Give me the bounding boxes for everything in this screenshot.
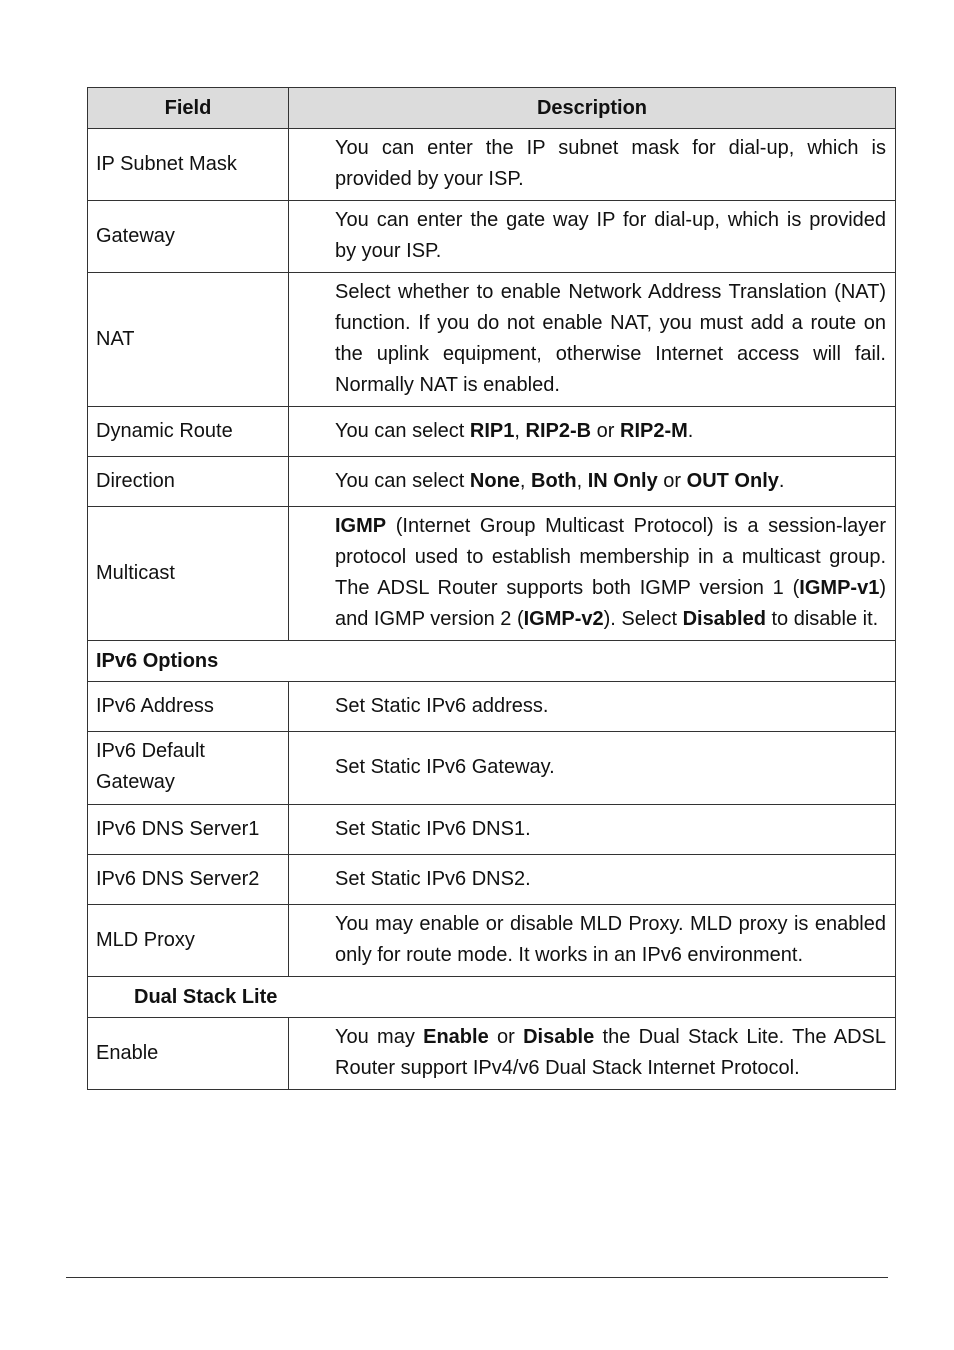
field-ipv6-default-gateway: IPv6 Default Gateway: [88, 732, 289, 805]
desc-enable: You may Enable or Disable the Dual Stack Lite. The ADSL Router support IPv4/v6 Dual Stack Internet Protocol.: [289, 1018, 896, 1090]
table-row: [88, 805, 896, 855]
desc-ipv6-address: Set Static IPv6 address.: [289, 682, 896, 732]
field-enable: Enable: [88, 1018, 289, 1090]
desc-ipv6-default-gateway: Set Static IPv6 Gateway.: [289, 732, 896, 805]
header-description: Description: [289, 88, 896, 129]
table-row: [88, 732, 896, 805]
field-direction: Direction: [88, 457, 289, 507]
field-ipv6-dns-server2: IPv6 DNS Server2: [88, 855, 289, 905]
table-row: [88, 273, 896, 407]
table-row: [88, 682, 896, 732]
header-field: Field: [88, 88, 289, 129]
field-multicast: Multicast: [88, 507, 289, 641]
desc-mld-proxy: You may enable or disable MLD Proxy. MLD proxy is enabled only for route mode. It works in an IPv6 environment.: [289, 905, 896, 977]
section-row-ipv6-options: [88, 641, 896, 682]
field-ip-subnet-mask: IP Subnet Mask: [88, 129, 289, 201]
desc-gateway: You can enter the gate way IP for dial-up, which is provided by your ISP.: [289, 201, 896, 273]
section-dual-stack-lite: Dual Stack Lite: [88, 977, 896, 1018]
table-row: [88, 855, 896, 905]
table-header-row: [88, 88, 896, 129]
table-row: [88, 407, 896, 457]
desc-ip-subnet-mask: You can enter the IP subnet mask for dial-up, which is provided by your ISP.: [289, 129, 896, 201]
field-gateway: Gateway: [88, 201, 289, 273]
desc-direction: You can select None, Both, IN Only or OUT Only.: [289, 457, 896, 507]
table-row: [88, 201, 896, 273]
field-ipv6-address: IPv6 Address: [88, 682, 289, 732]
section-ipv6-options: IPv6 Options: [88, 641, 896, 682]
desc-ipv6-dns-server1: Set Static IPv6 DNS1.: [289, 805, 896, 855]
field-mld-proxy: MLD Proxy: [88, 905, 289, 977]
section-row-dual-stack-lite: [88, 977, 896, 1018]
field-nat: NAT: [88, 273, 289, 407]
field-ipv6-dns-server1: IPv6 DNS Server1: [88, 805, 289, 855]
field-dynamic-route: Dynamic Route: [88, 407, 289, 457]
table-row: [88, 129, 896, 201]
table-row: [88, 1018, 896, 1090]
desc-ipv6-dns-server2: Set Static IPv6 DNS2.: [289, 855, 896, 905]
desc-multicast: IGMP (Internet Group Multicast Protocol) is a session-layer protocol used to establish membership in a multicast group. The ADSL Router supports both IGMP version 1 (IGMP-v1) and IGMP version 2 (IGMP-v2). Select Disabled to disable it.: [289, 507, 896, 641]
table-row: [88, 905, 896, 977]
table-row: [88, 457, 896, 507]
desc-nat: Select whether to enable Network Address Translation (NAT) function. If you do not enable NAT, you must add a route on the uplink equipment, otherwise Internet access will fail. Normally NAT is enabled.: [289, 273, 896, 407]
footer-rule: [66, 1277, 888, 1278]
table-row: [88, 507, 896, 641]
desc-dynamic-route: You can select RIP1, RIP2-B or RIP2-M.: [289, 407, 896, 457]
field-description-table: [87, 87, 896, 1090]
